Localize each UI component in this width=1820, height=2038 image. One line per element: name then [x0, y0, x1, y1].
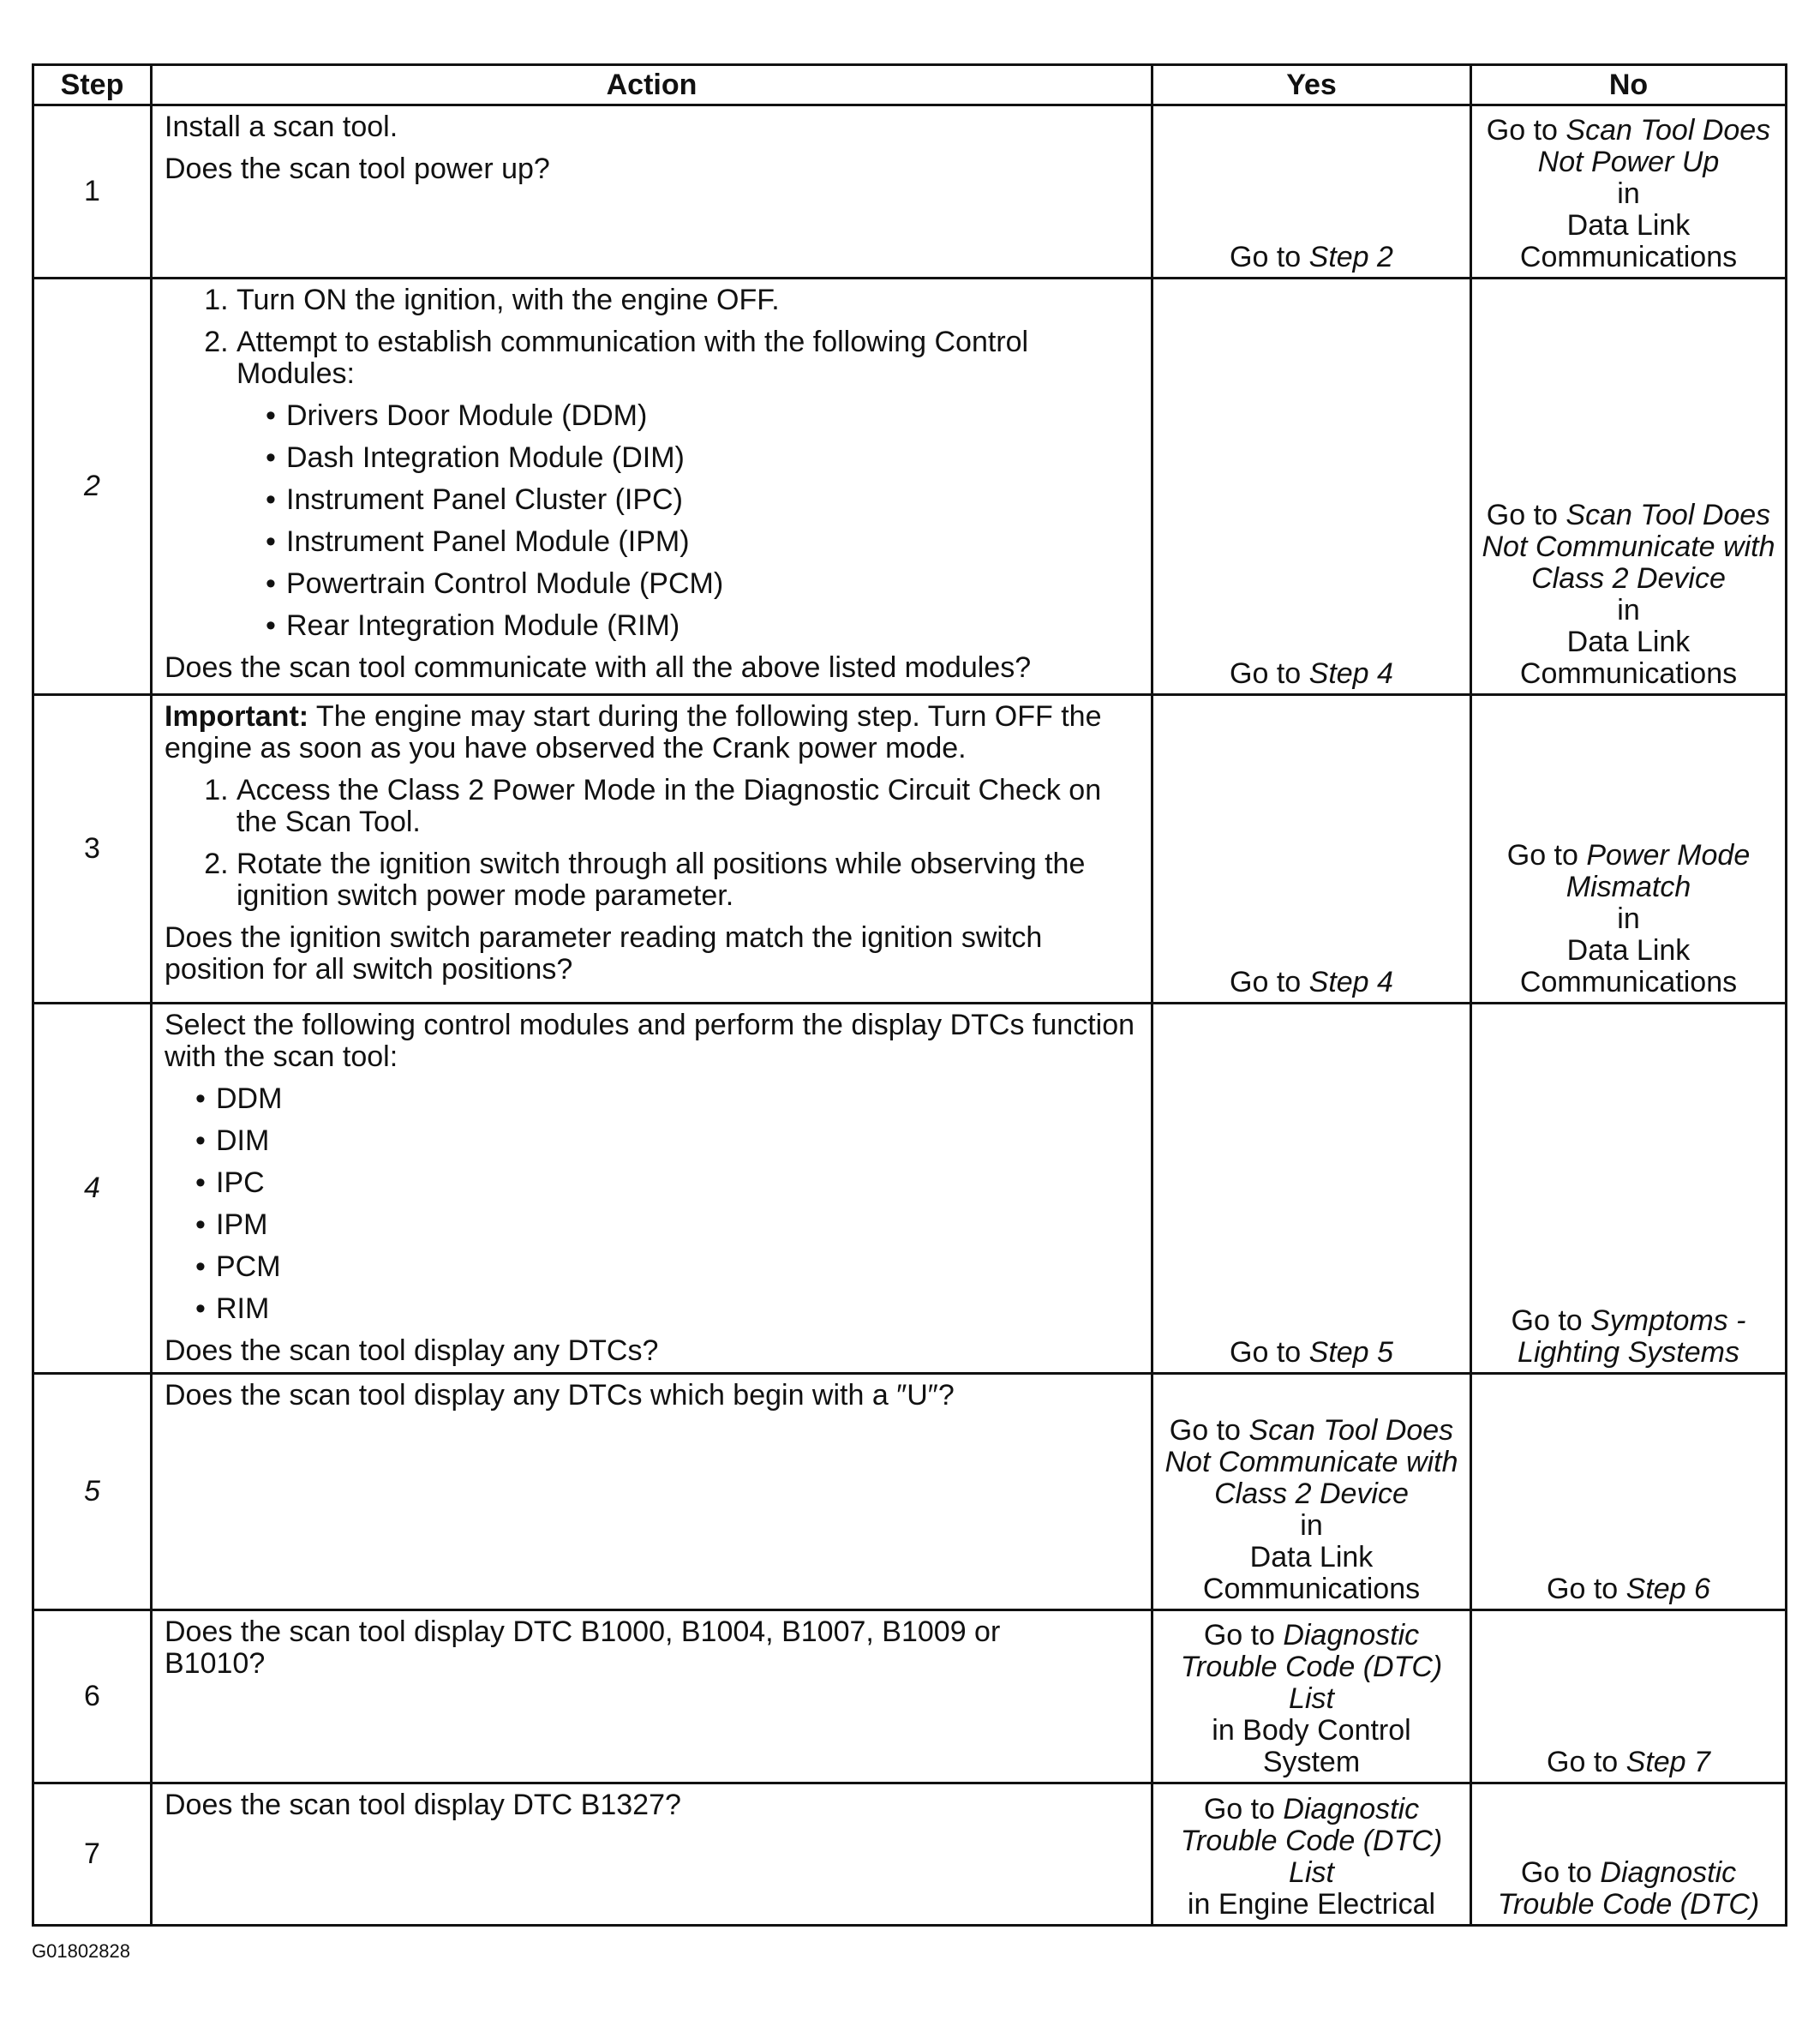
yes-section: Data Link Communications — [1202, 1541, 1421, 1605]
step-number: 3 — [33, 695, 152, 1004]
yes-link[interactable]: Diagnostic Trouble Code (DTC) List — [1180, 1619, 1443, 1715]
action-cell — [152, 1004, 1152, 1374]
no-prefix: Go to — [1547, 1573, 1626, 1605]
list-item: • DIM — [195, 1125, 1139, 1157]
step-number: 5 — [33, 1374, 152, 1610]
action-cell — [152, 1374, 1152, 1610]
no-cell — [1471, 279, 1787, 695]
step-number: 2 — [33, 279, 152, 695]
yes-prefix: Go to — [1203, 1619, 1284, 1651]
list-item: • Powertrain Control Module (PCM) — [266, 568, 1139, 600]
step-number: 1 — [33, 105, 152, 279]
action-cell — [152, 695, 1152, 1004]
yes-prefix: Go to — [1230, 1336, 1309, 1369]
action-question: Does the ignition switch parameter reading match the ignition switch position for all switch positions? — [165, 921, 1043, 986]
step-number: 6 — [33, 1610, 152, 1783]
yes-section: in Body Control System — [1212, 1714, 1411, 1778]
list-item: • Rear Integration Module (RIM) — [266, 610, 1139, 642]
no-section: Data Link Communications — [1519, 934, 1738, 998]
important-text: The engine may start during the following step. Turn OFF the engine as soon as you have observed the Crank power mode. — [165, 700, 1102, 764]
action-intro: Select the following control modules and perform the display DTCs function with the scan tool: — [165, 1009, 1135, 1073]
no-in: in — [1617, 594, 1640, 626]
no-prefix: Go to — [1486, 114, 1566, 147]
action-cell — [152, 279, 1152, 695]
list-item: • DDM — [195, 1083, 1139, 1115]
action-cell — [152, 1610, 1152, 1783]
no-cell — [1471, 1610, 1787, 1783]
yes-cell — [1152, 1783, 1471, 1926]
action-cell — [152, 1783, 1152, 1926]
yes-cell — [1152, 279, 1471, 695]
yes-link[interactable]: Step 5 — [1308, 1336, 1393, 1369]
yes-cell — [1152, 1004, 1471, 1374]
yes-prefix: Go to — [1230, 657, 1309, 690]
yes-link[interactable]: Diagnostic Trouble Code (DTC) List — [1180, 1793, 1443, 1889]
no-link[interactable]: Step 7 — [1625, 1746, 1710, 1778]
no-link[interactable]: Scan Tool Does Not Power Up — [1537, 114, 1771, 178]
no-section: Data Link Communications — [1519, 209, 1738, 273]
action-text: Install a scan tool. — [165, 111, 398, 143]
action-question: Does the scan tool display any DTCs which begin with a ″U″? — [165, 1379, 955, 1412]
yes-link[interactable]: Scan Tool Does Not Communicate with Class 2 Device — [1164, 1414, 1458, 1510]
important-label: Important: — [165, 700, 309, 733]
header-no: No — [1471, 65, 1787, 105]
yes-link[interactable]: Step 4 — [1308, 657, 1393, 690]
step-number: 7 — [33, 1783, 152, 1926]
figure-id: G01802828 — [32, 1940, 130, 1962]
no-cell — [1471, 105, 1787, 279]
numbered-steps — [165, 285, 1139, 642]
numbered-step: 1. Access the Class 2 Power Mode in the Diagnostic Circuit Check on the Scan Tool. — [236, 775, 1139, 838]
action-cell — [152, 105, 1152, 279]
no-prefix: Go to — [1547, 1746, 1626, 1778]
no-in: in — [1617, 902, 1640, 935]
list-item: • IPM — [195, 1209, 1139, 1241]
yes-in: in — [1300, 1509, 1323, 1542]
yes-prefix: Go to — [1230, 966, 1309, 998]
table-row — [33, 1610, 1787, 1783]
diagnostic-table — [32, 63, 1787, 1927]
yes-cell — [1152, 1610, 1471, 1783]
action-question: Does the scan tool display any DTCs? — [165, 1334, 659, 1367]
numbered-step: 2. Rotate the ignition switch through all positions while observing the ignition switch power mode parameter. — [236, 848, 1139, 912]
yes-cell — [1152, 695, 1471, 1004]
list-item: • Dash Integration Module (DIM) — [266, 442, 1139, 474]
no-cell — [1471, 1783, 1787, 1926]
yes-link[interactable]: Step 2 — [1308, 241, 1393, 273]
action-question: Does the scan tool communicate with all the above listed modules? — [165, 651, 1032, 684]
list-item: • IPC — [195, 1167, 1139, 1199]
no-in: in — [1617, 177, 1640, 210]
numbered-step-text: Attempt to establish communication with the following Control Modules: — [236, 326, 1029, 390]
no-link[interactable]: Step 6 — [1625, 1573, 1710, 1605]
no-link[interactable]: Power Mode Mismatch — [1566, 839, 1751, 903]
no-prefix: Go to — [1520, 1856, 1601, 1889]
table-row — [33, 279, 1787, 695]
header-yes: Yes — [1152, 65, 1471, 105]
yes-prefix: Go to — [1169, 1414, 1249, 1447]
table-row — [33, 105, 1787, 279]
no-cell — [1471, 1374, 1787, 1610]
module-list — [236, 400, 1139, 642]
numbered-steps — [165, 775, 1139, 912]
important-note — [165, 701, 1139, 764]
yes-prefix: Go to — [1230, 241, 1309, 273]
action-question: Does the scan tool display DTC B1000, B1004, B1007, B1009 or B1010? — [165, 1615, 1001, 1680]
table-header-row — [33, 65, 1787, 105]
list-item: • Instrument Panel Module (IPM) — [266, 526, 1139, 558]
no-prefix: Go to — [1511, 1304, 1591, 1337]
no-cell — [1471, 1004, 1787, 1374]
action-question: Does the scan tool display DTC B1327? — [165, 1789, 681, 1821]
module-list — [165, 1083, 1139, 1325]
numbered-step — [236, 327, 1139, 642]
yes-link[interactable]: Step 4 — [1308, 966, 1393, 998]
yes-section: in Engine Electrical — [1187, 1888, 1436, 1921]
no-link[interactable]: Symptoms - Lighting Systems — [1518, 1304, 1746, 1369]
no-link[interactable]: Scan Tool Does Not Communicate with Class 2 Device — [1482, 499, 1775, 595]
no-prefix: Go to — [1506, 839, 1587, 872]
yes-cell — [1152, 105, 1471, 279]
numbered-step: 1. Turn ON the ignition, with the engine OFF. — [236, 285, 1139, 316]
list-item: • Drivers Door Module (DDM) — [266, 400, 1139, 432]
table-row — [33, 1004, 1787, 1374]
no-link[interactable]: Diagnostic Trouble Code (DTC) — [1497, 1856, 1760, 1921]
header-step: Step — [33, 65, 152, 105]
list-item: • Instrument Panel Cluster (IPC) — [266, 484, 1139, 516]
no-section: Data Link Communications — [1519, 626, 1738, 690]
table-row — [33, 695, 1787, 1004]
yes-cell — [1152, 1374, 1471, 1610]
list-item: • RIM — [195, 1293, 1139, 1325]
no-cell — [1471, 695, 1787, 1004]
yes-prefix: Go to — [1203, 1793, 1284, 1825]
action-question: Does the scan tool power up? — [165, 153, 550, 185]
table-row — [33, 1374, 1787, 1610]
no-prefix: Go to — [1486, 499, 1566, 531]
header-action: Action — [152, 65, 1152, 105]
table-row — [33, 1783, 1787, 1926]
list-item: • PCM — [195, 1251, 1139, 1283]
step-number: 4 — [33, 1004, 152, 1374]
